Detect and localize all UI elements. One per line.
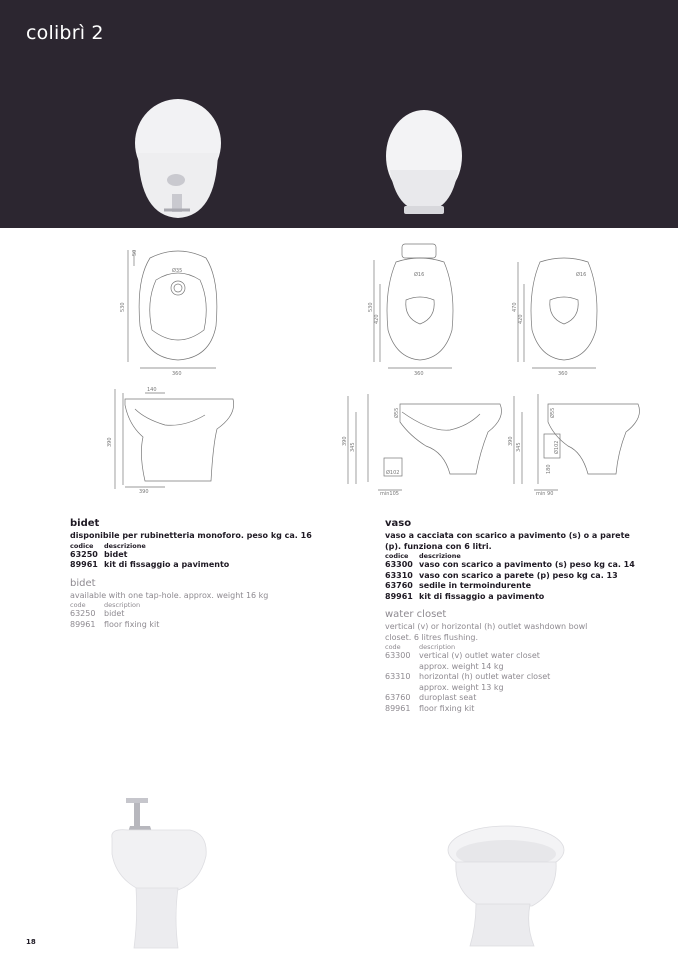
row-code: 63760 <box>385 693 411 702</box>
dim-vaso-p-h: 390 <box>508 436 514 446</box>
row-desc: duroplast seat <box>419 693 477 702</box>
row-desc: vertical (v) outlet water closet <box>419 651 540 660</box>
row-desc: bidet <box>104 609 125 618</box>
col-code: code <box>70 601 86 609</box>
table-row <box>70 620 330 631</box>
vaso-s-side-drawing <box>340 392 510 497</box>
col-code: codice <box>70 541 94 550</box>
col-code: codice <box>385 552 409 560</box>
vaso-title-en: water closet <box>385 609 447 620</box>
col-desc: description <box>419 643 456 651</box>
dim-vaso-s-h2: 345 <box>350 442 356 452</box>
table-row <box>385 704 655 715</box>
row-desc: vaso con scarico a parete (p) peso kg ca. 13 <box>419 570 618 580</box>
dim-bidet-side-h: 390 <box>107 437 113 447</box>
row-code: 63310 <box>385 672 411 681</box>
table-row <box>385 560 655 571</box>
col-desc: descrizione <box>419 552 461 560</box>
dim-vaso-s-d1: Ø55 <box>394 407 400 418</box>
vaso-table-header-en <box>385 643 655 651</box>
row-code: 89961 <box>385 591 413 601</box>
row-code: 63310 <box>385 570 413 580</box>
dim-vaso-p-h2: 345 <box>516 442 522 452</box>
col-desc: descrizione <box>104 541 146 550</box>
row-desc-cont: approx. weight 13 kg <box>419 682 504 692</box>
dim-bidet-length: 530 <box>120 302 126 312</box>
vaso-s-top-drawing <box>364 240 474 380</box>
table-row <box>385 571 655 582</box>
bidet-product-photo <box>100 798 220 950</box>
vaso-p-side-drawing <box>508 392 648 497</box>
vaso-subtitle-en-1: vertical (v) or horizontal (h) outlet washdown bowl <box>385 622 588 631</box>
vaso-title: vaso <box>385 518 412 529</box>
dim-vaso-p-d2: Ø102 <box>554 440 560 454</box>
dim-vaso-s-width: 360 <box>414 371 424 377</box>
dim-bidet-width: 360 <box>172 371 182 377</box>
bidet-spec-block <box>70 518 330 630</box>
vaso-spec-block <box>385 518 655 714</box>
header-band <box>0 0 678 228</box>
bidet-title: bidet <box>70 518 100 529</box>
row-desc: sedile in termoindurente <box>419 581 532 590</box>
row-code: 63300 <box>385 560 413 569</box>
dim-vaso-s-inner: 420 <box>374 314 380 324</box>
row-desc: floor fixing kit <box>419 703 475 713</box>
dim-bidet-side-w: 140 <box>147 387 157 393</box>
table-row <box>385 693 655 704</box>
row-desc: kit di fissaggio a pavimento <box>104 560 230 569</box>
dim-vaso-p-inner: 420 <box>518 314 524 324</box>
dim-bidet-side-base: 390 <box>139 489 149 495</box>
table-row <box>70 609 330 620</box>
bidet-side-drawing <box>105 385 255 497</box>
row-desc: horizontal (h) outlet water closet <box>419 672 551 681</box>
dim-bidet-hole: Ø35 <box>172 268 183 274</box>
bidet-table-header-en <box>70 601 330 609</box>
vaso-subtitle-en-2: closet. 6 litres flushing. <box>385 632 479 642</box>
dim-vaso-p-width: 360 <box>558 371 568 377</box>
page-number: 18 <box>26 938 36 946</box>
table-row <box>385 651 655 662</box>
row-code: 63250 <box>70 609 96 618</box>
col-code: code <box>385 643 401 651</box>
bidet-subtitle: disponibile per rubinetteria monoforo. peso kg ca. 16 <box>70 531 312 540</box>
bidet-subtitle-en: available with one tap-hole. approx. weight 16 kg <box>70 590 269 600</box>
dim-vaso-s-d2: Ø102 <box>386 470 400 476</box>
row-code: 89961 <box>70 560 98 569</box>
table-row <box>70 560 330 571</box>
row-desc: vaso con scarico a pavimento (s) peso kg ca. 14 <box>419 560 635 569</box>
row-code: 89961 <box>70 619 96 629</box>
table-row <box>385 592 655 603</box>
vaso-subtitle-2: (p). funziona con 6 litri. <box>385 541 492 551</box>
row-desc-cont: approx. weight 14 kg <box>419 661 504 671</box>
row-code: 89961 <box>385 703 411 713</box>
vaso-p-top-drawing <box>508 240 618 380</box>
col-desc: description <box>104 601 141 609</box>
table-row <box>385 581 655 592</box>
dim-bidet-top: 50 <box>132 249 138 256</box>
bidet-table-header <box>70 542 330 550</box>
page-title: colibrì 2 <box>26 22 104 44</box>
row-desc: kit di fissaggio a pavimento <box>419 591 545 601</box>
table-row <box>70 550 330 561</box>
dim-vaso-s-length: 530 <box>368 302 374 312</box>
dim-vaso-p-min: min 90 <box>536 491 554 497</box>
dim-vaso-p-d1: Ø55 <box>550 407 556 418</box>
dim-vaso-p-length: 470 <box>512 302 518 312</box>
bidet-top-drawing <box>110 240 250 380</box>
row-desc: floor fixing kit <box>104 619 160 629</box>
dim-vaso-s-min: min105 <box>380 491 399 497</box>
dim-vaso-p-hole: Ø16 <box>576 272 587 278</box>
toilet-product-photo <box>440 822 570 948</box>
vaso-subtitle-1: vaso a cacciata con scarico a pavimento (s) o a parete <box>385 531 630 540</box>
toilet-seat-top-photo <box>382 108 466 218</box>
bidet-title-en: bidet <box>70 577 96 589</box>
row-desc: bidet <box>104 549 128 559</box>
table-row <box>385 672 655 683</box>
dim-vaso-s-h: 390 <box>342 436 348 446</box>
row-code: 63250 <box>70 549 98 559</box>
dim-vaso-s-hole: Ø16 <box>414 272 425 278</box>
bidet-top-photo <box>128 98 228 224</box>
dim-vaso-p-h3: 180 <box>546 464 552 474</box>
row-code: 63300 <box>385 651 411 660</box>
vaso-table-header <box>385 552 655 560</box>
row-code: 63760 <box>385 581 413 590</box>
